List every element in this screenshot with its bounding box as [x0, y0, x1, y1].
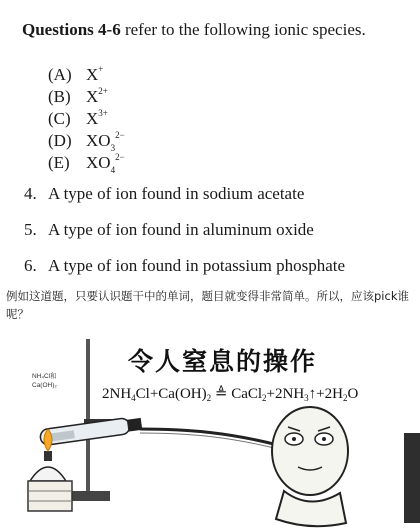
- option-b: (B) $X^{2+}$: [48, 86, 108, 106]
- option-a: (A) X+: [48, 64, 104, 84]
- option-e: (E) $XO_4^{2-}$: [48, 152, 125, 175]
- option-c: (C) $X^{3+}$: [48, 108, 108, 128]
- meme-face-icon: [272, 407, 348, 495]
- side-strip: [404, 433, 420, 523]
- question-item-6: 6. A type of ion found in potassium phosphate: [24, 256, 346, 275]
- question-header: Questions 4-6 refer to the following ionic species.: [22, 20, 366, 39]
- wooden-block: [28, 481, 72, 511]
- tube-label: NH₄Cl和 Ca(OH)₂: [32, 373, 57, 389]
- delivery-tube: [140, 429, 278, 445]
- option-d: (D) $XO_3^{2-}$: [48, 130, 125, 153]
- caption-text: 例如这道题，只要认识题干中的单词，题目就变得非常简单。所以，应该pick谁呢？: [6, 289, 409, 321]
- meme-title: 令人窒息的操作: [128, 347, 318, 376]
- question-item-4: 4. A type of ion found in sodium acetate: [24, 184, 305, 203]
- crossed-arms: [276, 491, 346, 526]
- chemical-equation: $2NH_4Cl+Ca(OH)_2$ ≜ $CaCl_2+2NH_3↑+2H_2O$: [102, 386, 359, 403]
- question-item-5: 5. A type of ion found in aluminum oxide: [24, 220, 314, 239]
